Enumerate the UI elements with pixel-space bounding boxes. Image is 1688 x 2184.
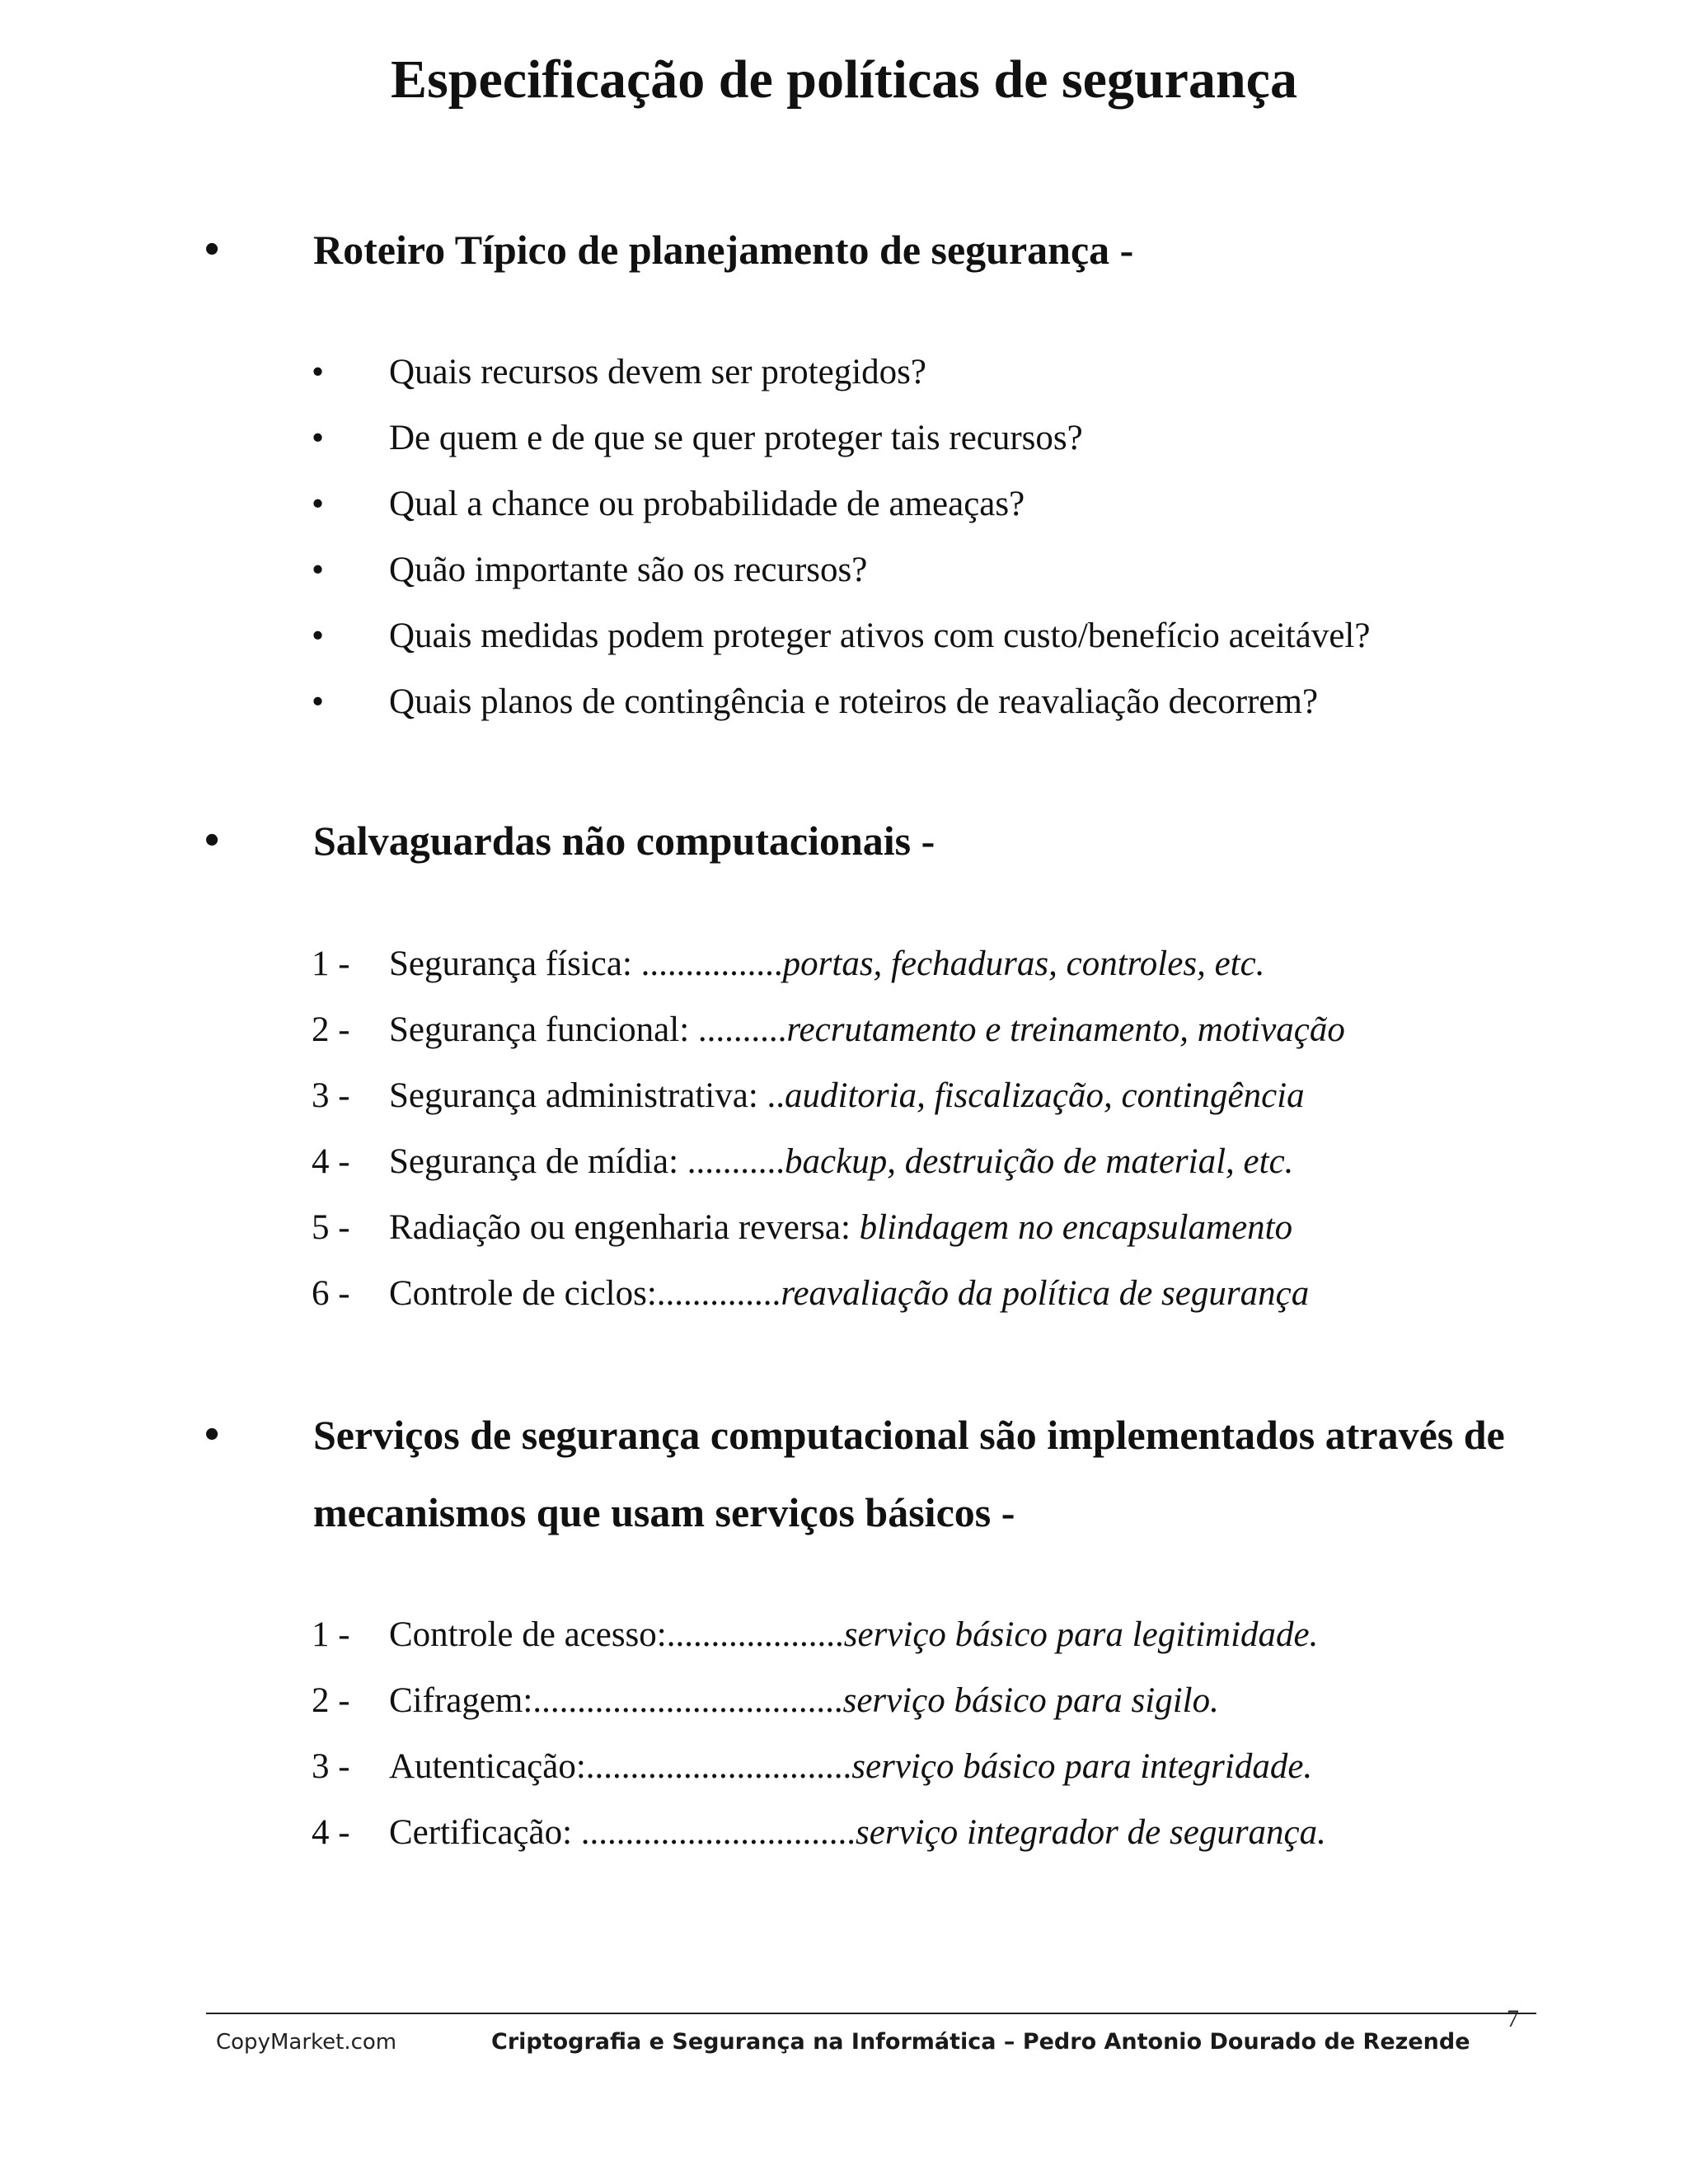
item-bullet: • bbox=[312, 419, 325, 457]
item-description: auditoria, fiscalização, contingência bbox=[785, 1076, 1305, 1115]
item-label: Segurança de mídia: ........... bbox=[389, 1142, 785, 1181]
item-description: serviço básico para sigilo. bbox=[842, 1681, 1219, 1720]
item-number: 2 - bbox=[312, 1681, 350, 1720]
item-label: Radiação ou engenharia reversa: bbox=[389, 1208, 860, 1247]
planning-question-list bbox=[312, 340, 1630, 735]
item-bullet: • bbox=[312, 551, 325, 589]
list-item bbox=[312, 1195, 1630, 1261]
item-bullet: • bbox=[312, 616, 325, 655]
question-text: Quais medidas podem proteger ativos com custo/benefício aceitável? bbox=[389, 616, 1371, 655]
question-text: Quais planos de contingência e roteiros de reavaliação decorrem? bbox=[389, 682, 1319, 721]
list-item bbox=[312, 997, 1630, 1063]
item-label: Controle de acesso:.................... bbox=[389, 1615, 844, 1654]
list-item bbox=[312, 405, 1630, 471]
security-service-list bbox=[312, 1602, 1630, 1866]
list-item bbox=[312, 1129, 1630, 1195]
item-number: 4 - bbox=[312, 1813, 350, 1852]
item-bullet: • bbox=[312, 682, 325, 721]
item-label: Cifragem:................................... bbox=[389, 1681, 843, 1720]
item-description: backup, destruição de material, etc. bbox=[785, 1142, 1294, 1181]
list-item bbox=[312, 1668, 1630, 1734]
footer-divider bbox=[206, 2013, 1536, 2014]
list-item bbox=[312, 471, 1630, 537]
item-description: recrutamento e treinamento, motivação bbox=[786, 1010, 1345, 1049]
item-label: Segurança funcional: .......... bbox=[389, 1010, 787, 1049]
item-label: Certificação: ............................... bbox=[389, 1813, 856, 1852]
list-item bbox=[312, 340, 1630, 405]
list-item bbox=[312, 537, 1630, 603]
section-title: Salvaguardas não computacionais - bbox=[313, 818, 935, 864]
section-title: Serviços de segurança computacional são implementados através de mecanismos que usam serviços básicos - bbox=[313, 1412, 1505, 1535]
list-item bbox=[312, 931, 1630, 997]
list-item bbox=[312, 669, 1630, 735]
page-number: 7 bbox=[1507, 2005, 1519, 2032]
item-number: 3 - bbox=[312, 1747, 350, 1786]
list-item bbox=[312, 1602, 1630, 1668]
item-bullet: • bbox=[312, 485, 325, 523]
item-description: serviço básico para integridade. bbox=[851, 1747, 1313, 1786]
item-label: Segurança física: ................ bbox=[389, 944, 783, 983]
list-item bbox=[312, 1063, 1630, 1129]
item-number: 5 - bbox=[312, 1208, 350, 1247]
item-label: Autenticação:.............................. bbox=[389, 1747, 852, 1786]
section-bullet: • bbox=[204, 817, 220, 864]
question-text: De quem e de que se quer proteger tais recursos? bbox=[389, 419, 1083, 457]
section-bullet: • bbox=[204, 1411, 220, 1458]
question-text: Qual a chance ou probabilidade de ameaças? bbox=[389, 485, 1025, 523]
item-number: 6 - bbox=[312, 1274, 350, 1313]
footer-book-title: Criptografia e Segurança na Informática – Pedro Antonio Dourado de Rezende bbox=[491, 2029, 1470, 2055]
item-description: portas, fechaduras, controles, etc. bbox=[782, 944, 1265, 983]
item-number: 2 - bbox=[312, 1010, 350, 1049]
section-bullet: • bbox=[204, 226, 220, 273]
footer-publisher: CopyMarket.com bbox=[216, 2030, 397, 2055]
item-number: 3 - bbox=[312, 1076, 350, 1115]
item-label: Segurança administrativa: .. bbox=[389, 1076, 785, 1115]
item-number: 1 - bbox=[312, 944, 350, 983]
safeguard-list bbox=[312, 931, 1630, 1327]
item-number: 1 - bbox=[312, 1615, 350, 1654]
item-description: serviço integrador de segurança. bbox=[856, 1813, 1326, 1852]
list-item bbox=[312, 603, 1630, 669]
page-title: Especificação de políticas de segurança bbox=[391, 49, 1297, 110]
item-description: serviço básico para legitimidade. bbox=[843, 1615, 1319, 1654]
list-item bbox=[312, 1734, 1630, 1800]
question-text: Quais recursos devem ser protegidos? bbox=[389, 353, 926, 391]
section-title: Roteiro Típico de planejamento de segurança - bbox=[313, 227, 1134, 273]
item-bullet: • bbox=[312, 353, 325, 391]
item-label: Controle de ciclos:.............. bbox=[389, 1274, 781, 1313]
list-item bbox=[312, 1800, 1630, 1866]
list-item bbox=[312, 1261, 1630, 1327]
item-description: blindagem no encapsulamento bbox=[859, 1208, 1293, 1247]
item-number: 4 - bbox=[312, 1142, 350, 1181]
question-text: Quão importante são os recursos? bbox=[389, 551, 868, 589]
item-description: reavaliação da política de segurança bbox=[781, 1274, 1310, 1313]
